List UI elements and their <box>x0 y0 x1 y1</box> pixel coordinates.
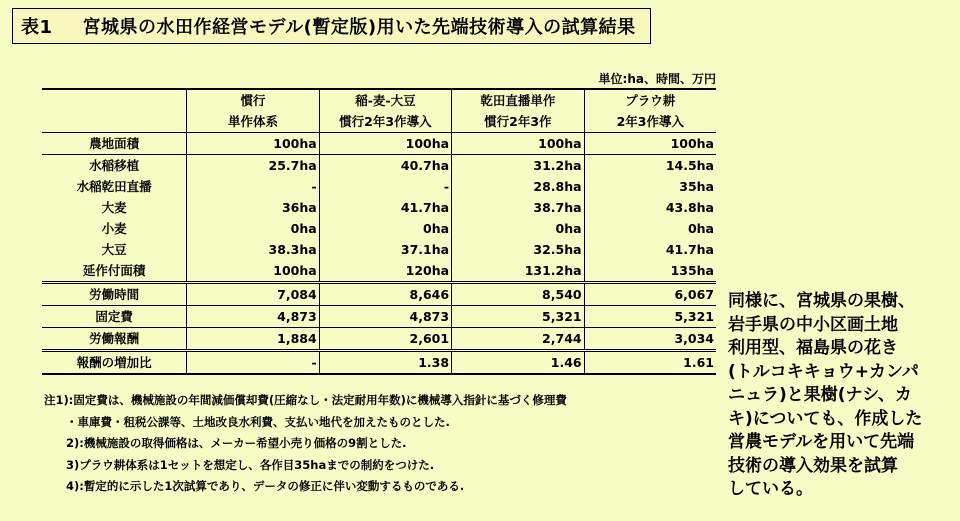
row-label: 大麦 <box>101 200 127 215</box>
table-cell: 3,034 <box>584 328 716 351</box>
header-cell: 慣行2年3作 <box>452 111 585 133</box>
header-cell <box>42 111 187 133</box>
table-row <box>42 283 716 306</box>
table-row <box>42 197 716 218</box>
row-label: 水稲移植 <box>42 155 187 177</box>
header-cell: 2年3作導入 <box>584 111 716 133</box>
table-cell: 4,873 <box>187 306 319 328</box>
table-cell: - <box>319 176 451 197</box>
side-text-line: 営農モデルを用いて先端 <box>728 432 915 452</box>
table-cell: 38.3ha <box>187 239 319 260</box>
table-row <box>42 351 716 375</box>
row-label: 固定費 <box>42 306 187 328</box>
table-cell: 43.8ha <box>584 197 716 218</box>
table-cell: 2,601 <box>319 328 451 351</box>
table-cell: 7,084 <box>187 283 319 306</box>
table-cell: 135ha <box>584 260 716 283</box>
table-cell: 100ha <box>319 133 451 155</box>
table-cell: 100ha <box>584 133 716 155</box>
side-description <box>728 290 954 502</box>
table-cell: 35ha <box>584 176 716 197</box>
table-cell: 100ha <box>187 133 319 155</box>
table-row <box>42 155 716 177</box>
table-title: 宮城県の水田作経営モデル(暫定版)用いた先端技術導入の試算結果 <box>82 17 636 38</box>
table-cell: 2,744 <box>452 328 585 351</box>
table-cell: 8,540 <box>452 283 585 306</box>
table-number: 表1 <box>21 17 53 38</box>
table-cell: - <box>187 176 319 197</box>
header-cell: 稲-麦-大豆 <box>319 89 451 111</box>
table-cell: 36ha <box>187 197 319 218</box>
header-cell <box>42 89 187 111</box>
table-cell: 120ha <box>319 260 451 283</box>
table-cell: 100ha <box>452 133 585 155</box>
table-cell: 0ha <box>452 218 585 239</box>
table-row <box>42 133 716 155</box>
header-cell: 乾田直播単作 <box>452 89 585 111</box>
note-line: 2):機械施設の取得価格は、メーカー希望小売り価格の9割とした. <box>66 436 407 450</box>
table-cell: 5,321 <box>584 306 716 328</box>
side-text-line: 技術の導入効果を試算 <box>728 455 898 476</box>
row-label: 報酬の増加比 <box>42 351 187 375</box>
row-label: 大豆 <box>101 242 127 257</box>
table-notes <box>44 390 714 498</box>
table-row <box>42 306 716 328</box>
table-cell: 1.46 <box>452 351 585 375</box>
table-cell: 1.61 <box>584 351 716 375</box>
table-cell: 32.5ha <box>452 239 585 260</box>
table-cell: 8,646 <box>319 283 451 306</box>
table-cell: 37.1ha <box>319 239 451 260</box>
header-cell: 慣行 <box>187 89 319 111</box>
table-cell: 38.7ha <box>452 197 585 218</box>
table-cell: 28.8ha <box>452 176 585 197</box>
table-cell: 1.38 <box>319 351 451 375</box>
table-cell: 100ha <box>187 260 319 283</box>
side-text-line: している。 <box>728 479 813 499</box>
note-line: 注1):固定費は、機械施設の年間減価償却費(圧縮なし・法定耐用年数)に機械導入指針に基づく修理費 <box>44 393 567 407</box>
note-line: 3)プラウ耕体系は1セットを想定し、各作目35haまでの制約をつけた. <box>66 457 435 472</box>
title-box <box>12 8 651 44</box>
table-cell: 41.7ha <box>584 239 716 260</box>
note-line: 4):暫定的に示した1次試算であり、データの修正に伴い変動するものである. <box>66 479 465 493</box>
table-cell: 4,873 <box>319 306 451 328</box>
header-cell: 単作体系 <box>187 111 319 133</box>
row-label: 延作付面積 <box>82 263 146 278</box>
table-cell: 14.5ha <box>584 155 716 177</box>
table-cell: 131.2ha <box>452 260 585 283</box>
side-text-line: 同様に、宮城県の果樹、 <box>728 291 915 311</box>
note-line: ・車庫費・租税公課等、土地改良水利費、支払い地代を加えたものとした. <box>66 414 450 429</box>
table-cell: 41.7ha <box>319 197 451 218</box>
results-table <box>42 88 716 375</box>
table-row <box>42 239 716 260</box>
table-cell: 0ha <box>319 218 451 239</box>
header-row <box>42 89 716 111</box>
side-text-line: キ)についても、作成した <box>728 408 923 429</box>
table-row <box>42 176 716 197</box>
table-cell: 5,321 <box>452 306 585 328</box>
table-cell: 6,067 <box>584 283 716 306</box>
header-cell: プラウ耕 <box>584 89 716 111</box>
table-row <box>42 260 716 283</box>
side-text-line: 利用型、福島県の花き <box>728 338 898 358</box>
table-cell: 25.7ha <box>187 155 319 177</box>
table-cell: 1,884 <box>187 328 319 351</box>
header-cell: 慣行2年3作導入 <box>319 111 451 133</box>
table-row <box>42 328 716 351</box>
row-label: 小麦 <box>101 221 127 236</box>
header-row <box>42 111 716 133</box>
unit-label: 単位:ha、時間、万円 <box>598 72 716 86</box>
row-label: 水稲乾田直播 <box>76 179 152 194</box>
table-cell: 40.7ha <box>319 155 451 177</box>
table-cell: 0ha <box>187 218 319 239</box>
table-cell: - <box>187 351 319 375</box>
table-cell: 31.2ha <box>452 155 585 177</box>
row-label: 労働時間 <box>42 283 187 306</box>
table-row <box>42 218 716 239</box>
table-cell: 0ha <box>584 218 716 239</box>
row-label: 労働報酬 <box>42 328 187 351</box>
row-label: 農地面積 <box>42 133 187 155</box>
side-text-line: ニュラ)と果樹(ナシ、カ <box>728 385 912 405</box>
side-text-line: 岩手県の中小区画土地 <box>728 314 898 335</box>
side-text-line: (トルコキキョウ+カンパ <box>728 361 919 382</box>
